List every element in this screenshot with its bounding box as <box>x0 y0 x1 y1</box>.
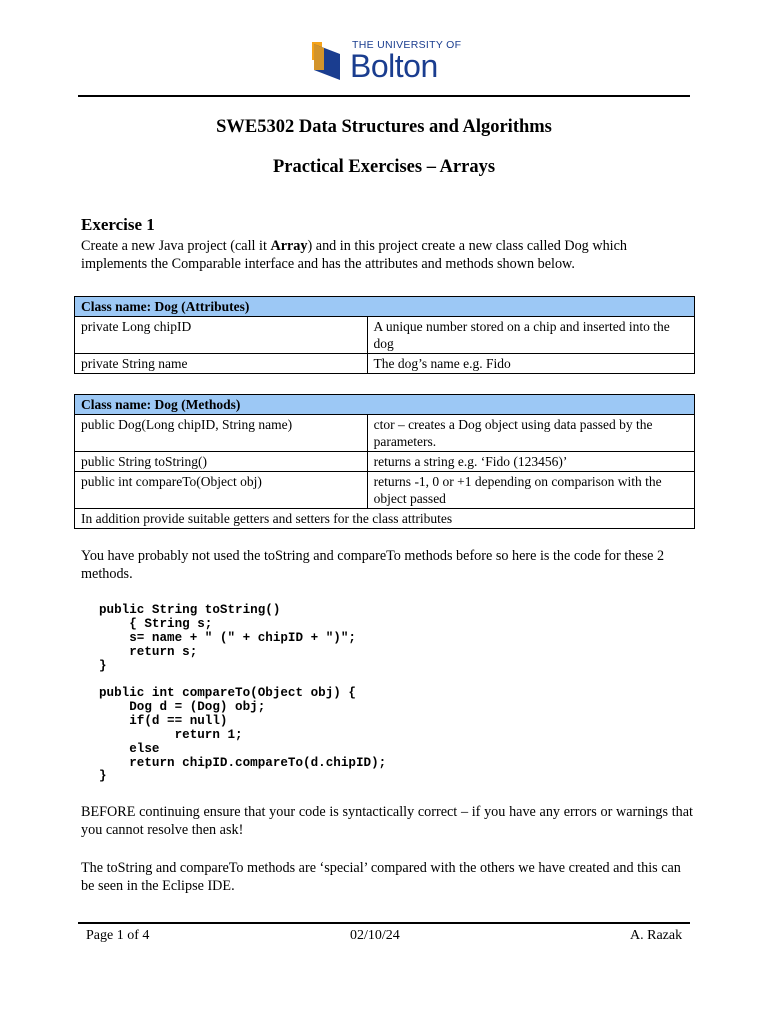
table-row <box>75 317 695 354</box>
page-subtitle: Practical Exercises – Arrays <box>272 157 496 177</box>
university-logo <box>310 38 470 84</box>
code-block-compareto: public int compareTo(Object obj) { Dog d = (Dog) obj; if(d == null) return 1; else return chipID.compareTo(d.chipID); } <box>99 686 387 784</box>
attribute-description: The dog’s name e.g. Fido <box>367 354 694 374</box>
table-row <box>75 354 695 374</box>
method-description: ctor – creates a Dog object using data passed by the parameters. <box>367 415 694 452</box>
exercise-heading: Exercise 1 <box>81 215 155 234</box>
attribute-description: A unique number stored on a chip and inserted into the dog <box>367 317 694 354</box>
method-signature: public Dog(Long chipID, String name) <box>75 415 368 452</box>
footer-page-number: Page 1 of 4 <box>86 928 150 943</box>
methods-table-header-row <box>75 395 695 415</box>
course-title: SWE5302 Data Structures and Algorithms <box>216 117 552 137</box>
attribute-signature: private Long chipID <box>75 317 368 354</box>
table-row <box>75 452 695 472</box>
methods-table-header: Class name: Dog (Methods) <box>75 395 695 415</box>
intro-project-name: Array <box>270 238 308 254</box>
intro-text-after: ) and in this project create a new class called Dog which implements the Comparable interface and has the attributes and methods shown below. <box>81 238 627 272</box>
header-rule <box>78 95 690 97</box>
footer-rule <box>78 922 690 924</box>
methods-table <box>74 394 695 529</box>
footer-author: A. Razak <box>630 928 683 943</box>
code-block-tostring: public String toString() { String s; s= name + " (" + chipID + ")"; return s; } <box>99 603 356 673</box>
method-description: returns a string e.g. ‘Fido (123456)’ <box>367 452 694 472</box>
method-signature: public String toString() <box>75 452 368 472</box>
intro-paragraph <box>81 238 693 273</box>
footer-date: 02/10/24 <box>350 928 400 943</box>
attributes-table-header: Class name: Dog (Attributes) <box>75 297 695 317</box>
attributes-table <box>74 296 695 374</box>
method-signature: public int compareTo(Object obj) <box>75 472 368 509</box>
warning-paragraph: BEFORE continuing ensure that your code is syntactically correct – if you have any errors or warnings that you cannot resolve then ask! <box>81 804 693 838</box>
table-row <box>75 415 695 452</box>
attributes-table-header-row <box>75 297 695 317</box>
table-row <box>75 472 695 509</box>
bolton-logo-mark-icon <box>310 40 346 82</box>
closing-paragraph: The toString and compareTo methods are ‘special’ compared with the others we have created and this can be seen in the Eclipse IDE. <box>81 860 681 894</box>
attribute-signature: private String name <box>75 354 368 374</box>
methods-table-note: In addition provide suitable getters and setters for the class attributes <box>75 509 695 529</box>
method-description: returns -1, 0 or +1 depending on comparison with the object passed <box>367 472 694 509</box>
intro-text-before: Create a new Java project (call it <box>81 238 271 254</box>
logo-top-text: THE UNIVERSITY OF <box>352 39 462 51</box>
logo-name: Bolton <box>350 48 438 84</box>
code-intro-paragraph: You have probably not used the toString and compareTo methods before so here is the code for these 2 methods. <box>81 548 665 582</box>
table-row <box>75 509 695 529</box>
